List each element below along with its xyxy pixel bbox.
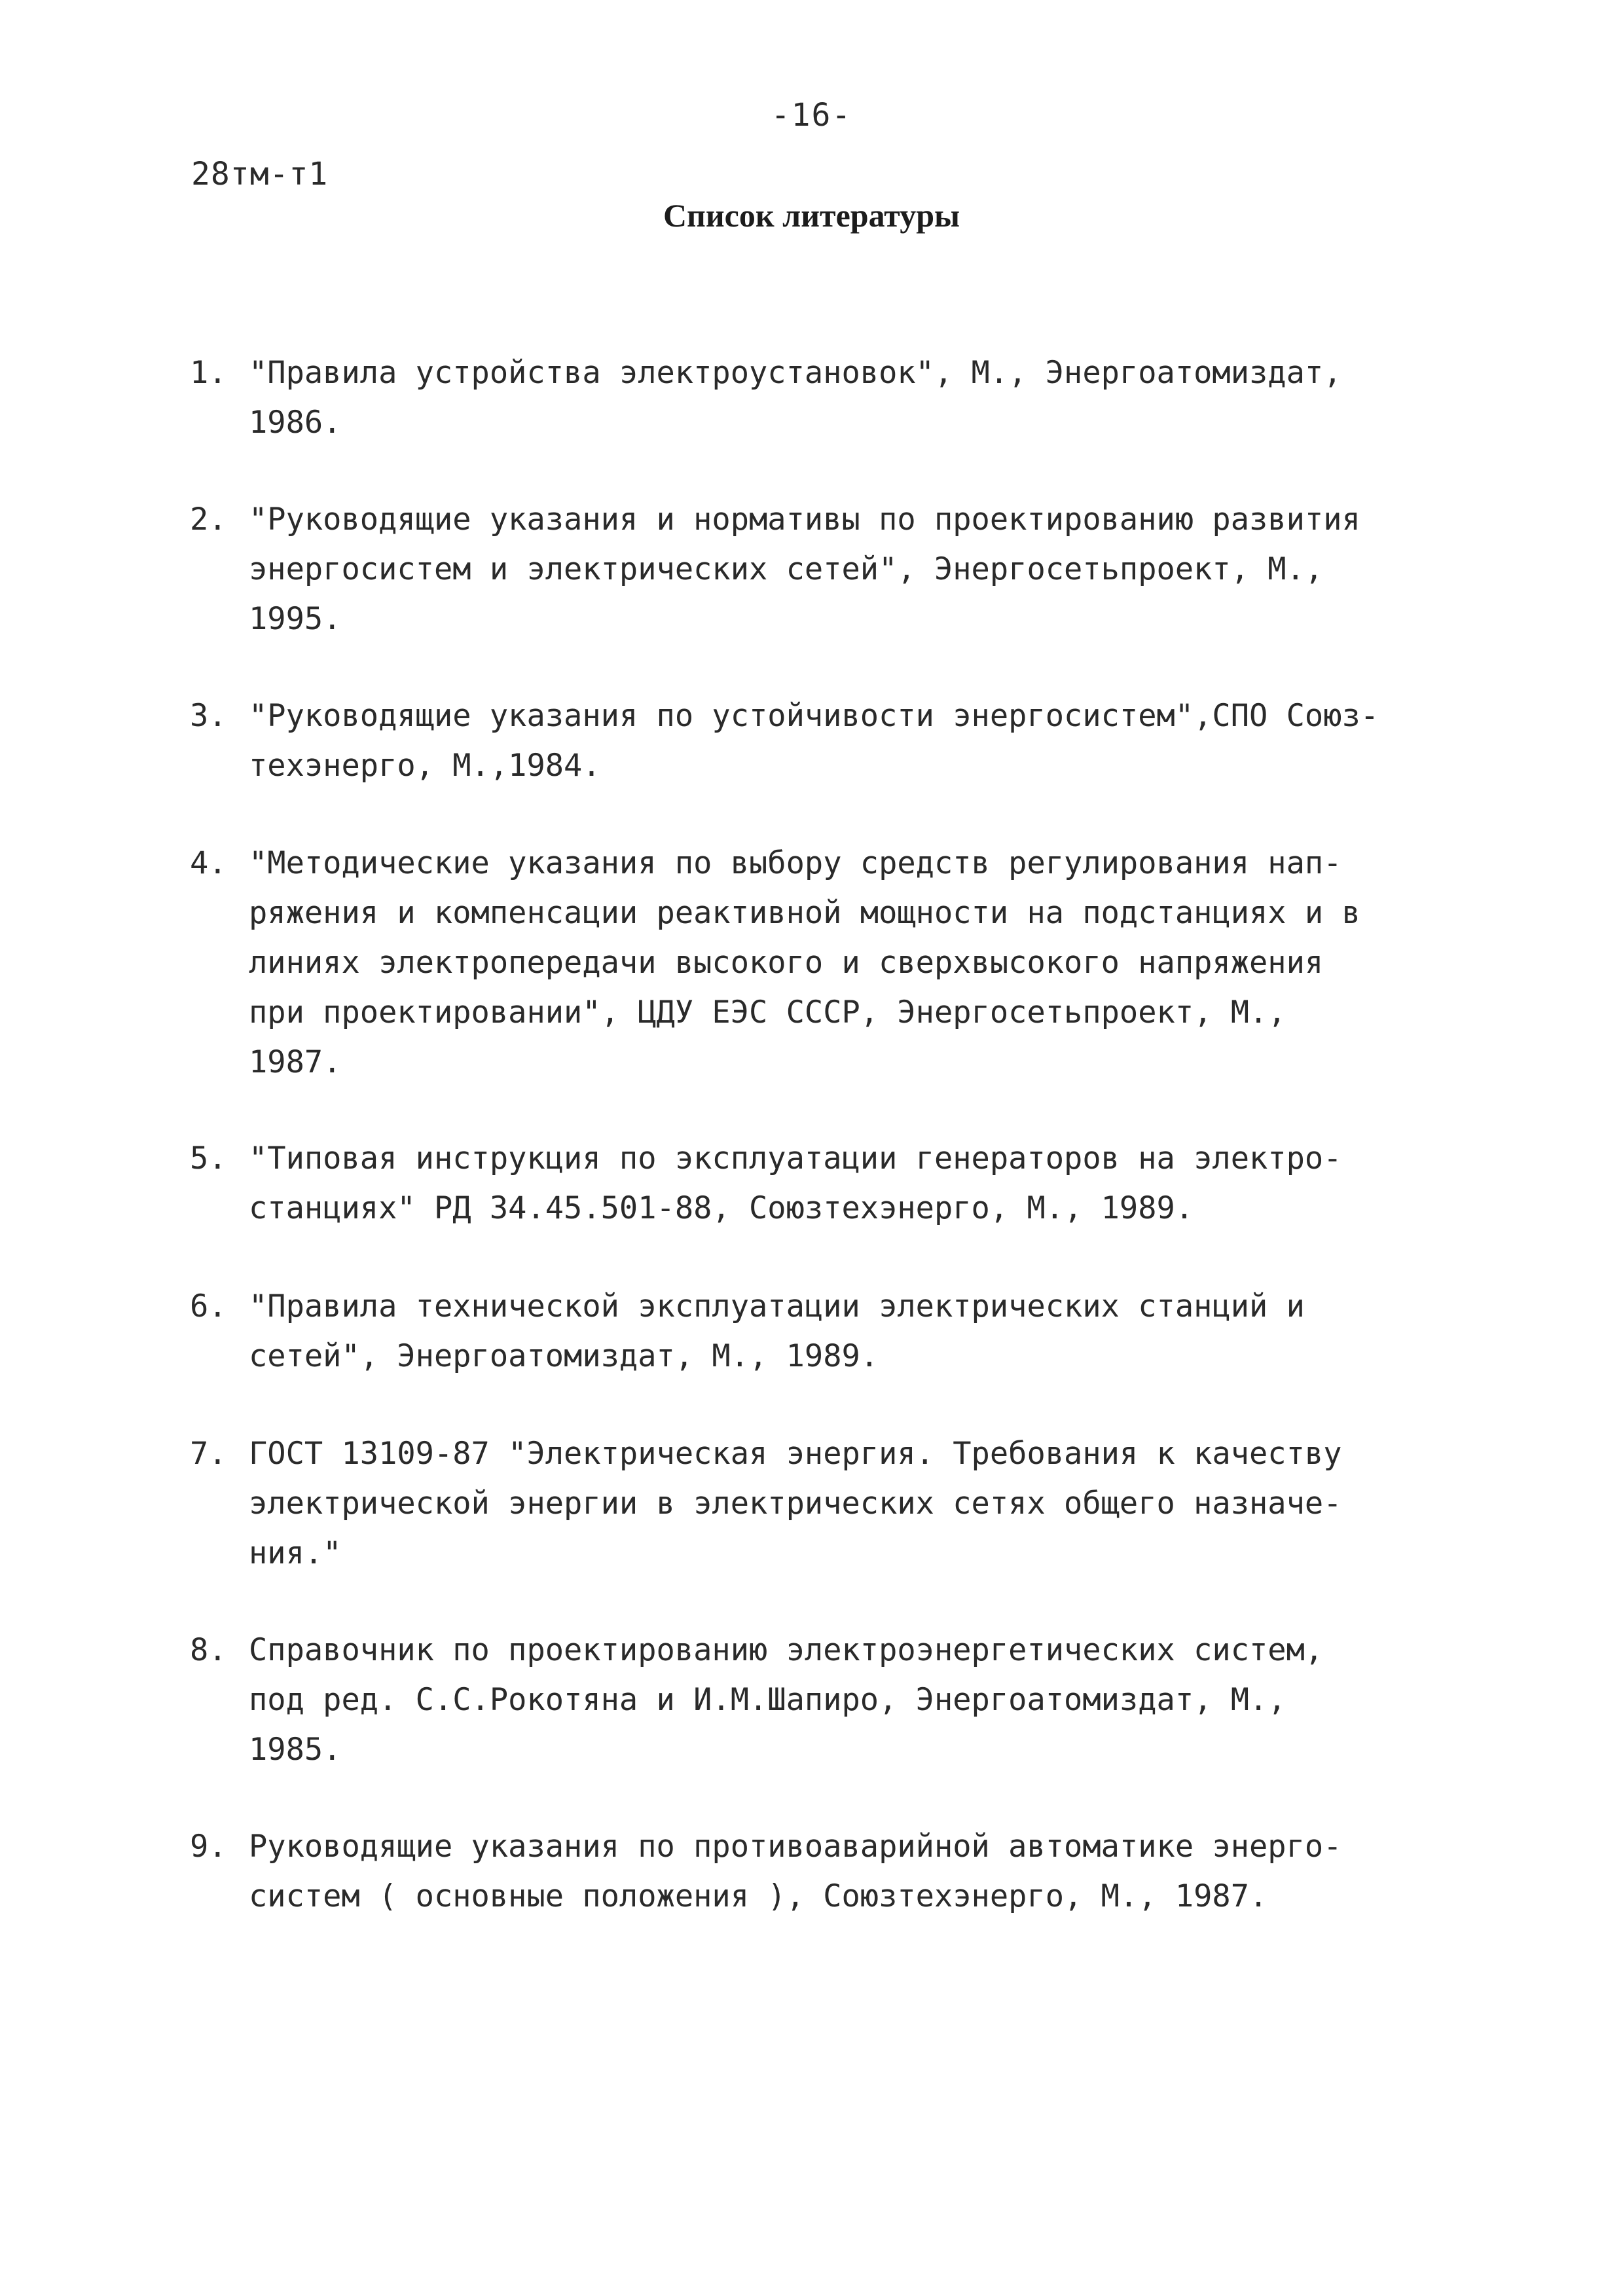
document-code: 28тм-т1 — [191, 156, 329, 192]
reference-text: "Руководящие указания и нормативы по проектированию развития энергосистем и электрических сетей", Энергосетьпроект, М., 1995. — [249, 501, 1360, 637]
page-number: -16- — [771, 97, 852, 134]
reference-number: 7. — [190, 1436, 227, 1472]
reference-item — [190, 1429, 1434, 1578]
reference-item — [190, 839, 1434, 1087]
reference-text: Руководящие указания по противоаварийной автоматике энерго- систем ( основные положения ), Союзтехэнерго, М., 1987. — [249, 1829, 1342, 1914]
reference-text: "Руководящие указания по устойчивости энергосистем",СПО Союз- техэнерго, М.,1984. — [249, 698, 1379, 784]
reference-number: 8. — [190, 1632, 227, 1668]
reference-number: 6. — [190, 1288, 227, 1324]
reference-item — [190, 1626, 1434, 1775]
reference-text: "Правила технической эксплуатации электрических станций и сетей", Энергоатомиздат, М., 1989. — [249, 1288, 1305, 1374]
reference-item — [190, 1282, 1434, 1381]
page-title: Список литературы — [663, 197, 960, 234]
reference-item — [190, 691, 1434, 791]
reference-text: "Типовая инструкция по эксплуатации генераторов на электро- станциях" РД 34.45.501-88, Союзтехэнерго, М., 1989. — [249, 1140, 1342, 1226]
reference-item — [190, 1134, 1434, 1233]
reference-number: 9. — [190, 1829, 227, 1865]
reference-item — [190, 495, 1434, 644]
reference-number: 2. — [190, 501, 227, 538]
reference-item — [190, 1822, 1434, 1922]
reference-item — [190, 348, 1434, 448]
reference-number: 3. — [190, 698, 227, 734]
reference-text: "Методические указания по выбору средств регулирования нап- ряжения и компенсации реактивной мощности на подстанциях и в линиях электропередачи высокого и сверхвысокого напряжения при проектировании", ЦДУ ЕЭС СССР, Энергосетьпроект, М., 1987. — [249, 845, 1360, 1080]
reference-text: ГОСТ 13109-87 "Электрическая энергия. Требования к качеству электрической энергии в электрических сетях общего назначе- ния." — [249, 1436, 1342, 1571]
reference-number: 1. — [190, 355, 227, 391]
reference-text: Справочник по проектированию электроэнергетических систем, под ред. С.С.Рокотяна и И.М.Шапиро, Энергоатомиздат, М., 1985. — [249, 1632, 1324, 1768]
reference-number: 4. — [190, 845, 227, 881]
reference-number: 5. — [190, 1140, 227, 1176]
reference-text: "Правила устройства электроустановок", М., Энергоатомиздат, 1986. — [249, 355, 1342, 441]
